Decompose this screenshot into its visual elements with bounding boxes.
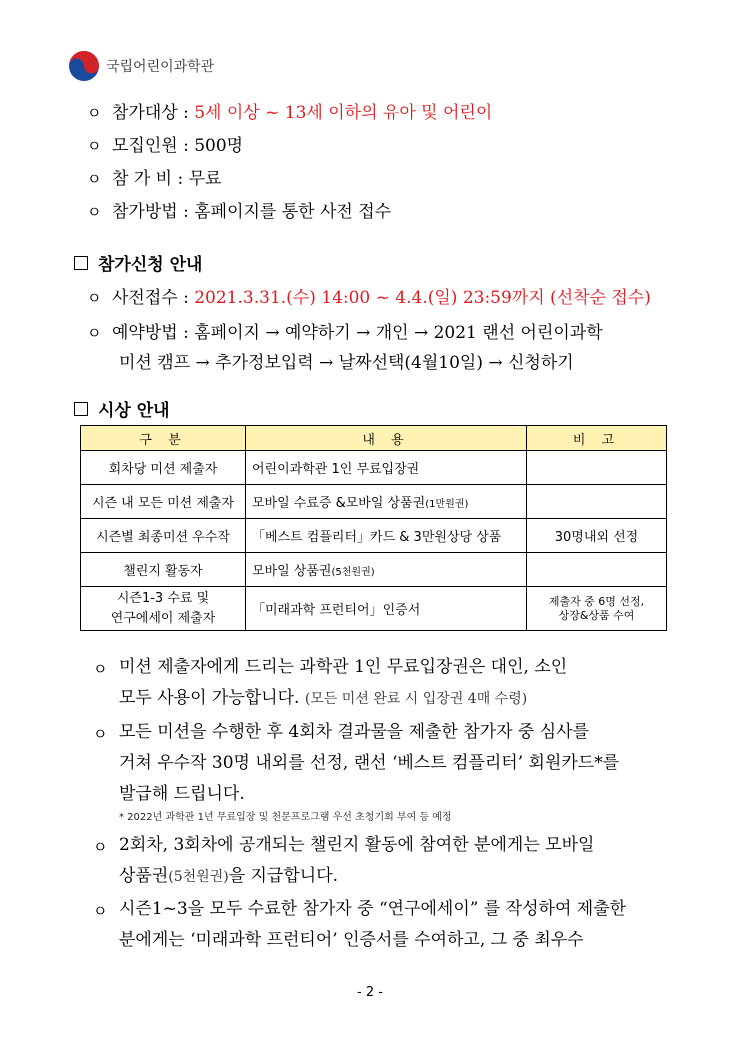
table-header: 내 용 bbox=[246, 426, 527, 451]
table-row: 시즌별 최종미션 우수작 「베스트 컴플리터」카드 & 3만원상당 상품 30명내외 선정 bbox=[81, 519, 667, 553]
taegeuk-logo-icon bbox=[68, 50, 100, 82]
info-fee: 참 가 비 : 무료 bbox=[112, 169, 222, 189]
info-method: 참가방법 : 홈페이지를 통한 사전 접수 bbox=[112, 202, 392, 222]
footnote: * 2022년 과학관 1년 무료입장 및 천문프로그램 우선 초청기회 부여 등 예정 bbox=[119, 812, 452, 823]
apply-method-cont: 미션 캠프 → 추가정보입력 → 날짜선택(4월10일) → 신청하기 bbox=[119, 353, 574, 373]
checkbox-square-icon bbox=[74, 256, 88, 270]
checkbox-square-icon bbox=[74, 402, 88, 416]
info-target: 참가대상 : 5세 이상 ~ 13세 이하의 유아 및 어린이 bbox=[112, 103, 493, 123]
apply-method: 예약방법 : 홈페이지 → 예약하기 → 개인 → 2021 랜선 어린이과학 bbox=[112, 323, 603, 343]
paragraph-best-completer: 모든 미션을 수행한 후 4회차 결과물을 제출한 참가자 중 심사를 거쳐 우수작 30명 내외를 선정, 랜선 ‘베스트 컴플리터’ 회원카드*를 발급해 드립니다. bbox=[119, 722, 620, 804]
bullet-icon: ㅇ bbox=[93, 725, 108, 743]
org-logo bbox=[68, 50, 214, 82]
award-table bbox=[80, 425, 667, 631]
info-capacity: 모집인원 : 500명 bbox=[112, 136, 244, 156]
bullet-icon: ㅇ bbox=[87, 289, 102, 307]
bullet-icon: ㅇ bbox=[93, 660, 108, 678]
page-number: - 2 - bbox=[357, 985, 383, 1000]
table-row: 챌린지 활동자 모바일 상품권(5천원권) bbox=[81, 553, 667, 587]
table-row: 시즌1-3 수료 및 연구에세이 제출자 「미래과학 프런티어」인증서 제출자 중 6명 선정, 상장&상품 수여 bbox=[81, 587, 667, 631]
bullet-icon: ㅇ bbox=[87, 203, 102, 221]
bullet-icon: ㅇ bbox=[87, 104, 102, 122]
org-name: 국립어린이과학관 bbox=[106, 59, 215, 75]
table-header: 비 고 bbox=[527, 426, 667, 451]
bullet-icon: ㅇ bbox=[87, 324, 102, 342]
section-heading-award: 시상 안내 bbox=[74, 396, 170, 421]
apply-period: 사전접수 : 2021.3.31.(수) 14:00 ~ 4.4.(일) 23:59까지 (선착순 접수) bbox=[112, 288, 651, 308]
table-header: 구 분 bbox=[81, 426, 246, 451]
table-row: 시즌 내 모든 미션 제출자 모바일 수료증 &모바일 상품권(1만원권) bbox=[81, 485, 667, 519]
paragraph-challenge: 2회차, 3회차에 공개되는 챌린지 활동에 참여한 분에게는 모바일 상품권(5천원권)을 지급합니다. bbox=[119, 835, 595, 886]
section-heading-apply: 참가신청 안내 bbox=[74, 250, 202, 275]
table-header-row bbox=[81, 426, 667, 451]
paragraph-ticket: 미션 제출자에게 드리는 과학관 1인 무료입장권은 대인, 소인 모두 사용이 가능합니다. (모든 미션 완료 시 입장권 4매 수령) bbox=[119, 657, 568, 708]
paragraph-essay: 시즌1~3을 모두 수료한 참가자 중 “연구에세이” 를 작성하여 제출한 분에게는 ‘미래과학 프런티어’ 인증서를 수여하고, 그 중 최우수 bbox=[119, 899, 627, 950]
bullet-icon: ㅇ bbox=[93, 902, 108, 920]
bullet-icon: ㅇ bbox=[87, 137, 102, 155]
bullet-icon: ㅇ bbox=[93, 838, 108, 856]
table-row: 회차당 미션 제출자 어린이과학관 1인 무료입장권 bbox=[81, 451, 667, 485]
bullet-icon: ㅇ bbox=[87, 170, 102, 188]
